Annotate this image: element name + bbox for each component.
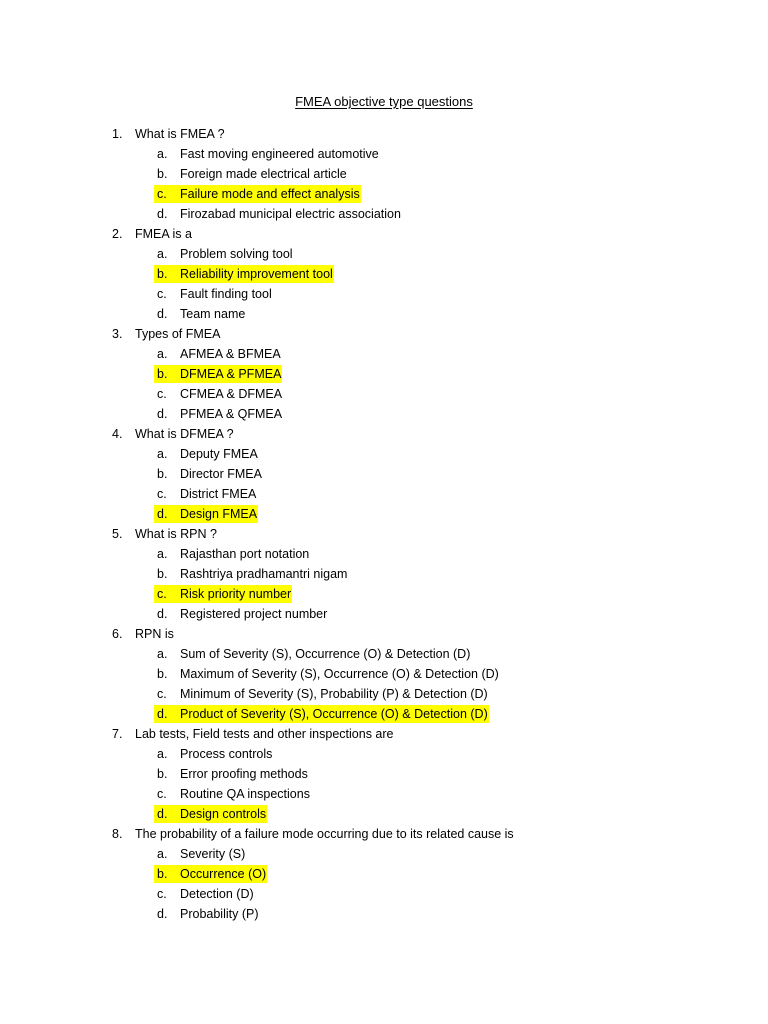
- option-item: [0, 504, 768, 524]
- option-letter: c.: [157, 787, 167, 801]
- option-text: Fault finding tool: [180, 287, 272, 301]
- option-item: [0, 584, 768, 604]
- option-letter: d.: [157, 507, 168, 521]
- question-text: What is FMEA ?: [135, 127, 225, 141]
- option-text: Minimum of Severity (S), Probability (P) & Detection (D): [180, 687, 488, 701]
- option-letter: c.: [157, 387, 167, 401]
- option-item: [0, 464, 768, 484]
- question-item: [0, 424, 768, 524]
- option-letter: c.: [157, 887, 167, 901]
- question-item: [0, 624, 768, 724]
- question-item: [0, 824, 768, 924]
- option-text: Director FMEA: [180, 467, 262, 481]
- option-letter: c.: [157, 687, 167, 701]
- option-item: [0, 244, 768, 264]
- option-item: [0, 644, 768, 664]
- option-text: Deputy FMEA: [180, 447, 258, 461]
- question-text: What is DFMEA ?: [135, 427, 234, 441]
- option-item: [0, 204, 768, 224]
- question-number: 8.: [112, 827, 123, 841]
- option-item: [0, 344, 768, 364]
- option-text: Team name: [180, 307, 246, 321]
- option-list: [0, 444, 768, 524]
- option-letter: a.: [157, 247, 168, 261]
- question-item: [0, 124, 768, 224]
- question-line: [0, 624, 768, 644]
- option-letter: c.: [157, 187, 167, 201]
- option-item: [0, 864, 768, 884]
- option-list: [0, 344, 768, 424]
- option-text: Reliability improvement tool: [180, 267, 333, 281]
- option-letter: d.: [157, 707, 168, 721]
- document-title: FMEA objective type questions: [295, 94, 473, 109]
- option-text: Fast moving engineered automotive: [180, 147, 379, 161]
- option-text: Foreign made electrical article: [180, 167, 347, 181]
- question-number: 3.: [112, 327, 123, 341]
- question-line: [0, 424, 768, 444]
- option-item: [0, 804, 768, 824]
- option-letter: d.: [157, 907, 168, 921]
- question-text: RPN is: [135, 627, 174, 641]
- option-text: AFMEA & BFMEA: [180, 347, 281, 361]
- option-item: [0, 664, 768, 684]
- question-item: [0, 224, 768, 324]
- option-item: [0, 564, 768, 584]
- question-list: [0, 124, 768, 924]
- question-line: [0, 824, 768, 844]
- option-text: Design controls: [180, 807, 267, 821]
- question-text: Types of FMEA: [135, 327, 221, 341]
- option-list: [0, 544, 768, 624]
- option-letter: b.: [157, 767, 168, 781]
- option-letter: d.: [157, 307, 168, 321]
- option-text: Firozabad municipal electric association: [180, 207, 401, 221]
- option-letter: a.: [157, 147, 168, 161]
- option-letter: b.: [157, 367, 168, 381]
- option-letter: a.: [157, 347, 168, 361]
- question-text: Lab tests, Field tests and other inspections are: [135, 727, 394, 741]
- option-item: [0, 144, 768, 164]
- option-item: [0, 384, 768, 404]
- option-letter: d.: [157, 807, 168, 821]
- option-text: Rashtriya pradhamantri nigam: [180, 567, 348, 581]
- option-letter: b.: [157, 567, 168, 581]
- option-item: [0, 264, 768, 284]
- option-text: DFMEA & PFMEA: [180, 367, 282, 381]
- option-text: Process controls: [180, 747, 273, 761]
- question-text: The probability of a failure mode occurring due to its related cause is: [135, 827, 514, 841]
- option-item: [0, 844, 768, 864]
- option-letter: c.: [157, 587, 167, 601]
- question-text: FMEA is a: [135, 227, 192, 241]
- option-list: [0, 144, 768, 224]
- question-number: 4.: [112, 427, 123, 441]
- option-text: Sum of Severity (S), Occurrence (O) & Detection (D): [180, 647, 471, 661]
- option-list: [0, 244, 768, 324]
- option-item: [0, 544, 768, 564]
- option-text: Rajasthan port notation: [180, 547, 310, 561]
- option-list: [0, 644, 768, 724]
- option-text: Design FMEA: [180, 507, 258, 521]
- option-text: Severity (S): [180, 847, 246, 861]
- option-letter: d.: [157, 607, 168, 621]
- option-text: District FMEA: [180, 487, 257, 501]
- option-letter: a.: [157, 747, 168, 761]
- option-text: Risk priority number: [180, 587, 292, 601]
- option-list: [0, 744, 768, 824]
- option-text: CFMEA & DFMEA: [180, 387, 283, 401]
- option-item: [0, 784, 768, 804]
- option-list: [0, 844, 768, 924]
- question-item: [0, 324, 768, 424]
- question-item: [0, 524, 768, 624]
- option-item: [0, 764, 768, 784]
- option-item: [0, 604, 768, 624]
- question-line: [0, 524, 768, 544]
- question-line: [0, 724, 768, 744]
- option-item: [0, 184, 768, 204]
- option-item: [0, 164, 768, 184]
- option-letter: a.: [157, 447, 168, 461]
- option-item: [0, 904, 768, 924]
- option-text: Product of Severity (S), Occurrence (O) & Detection (D): [180, 707, 488, 721]
- option-letter: b.: [157, 267, 168, 281]
- question-line: [0, 224, 768, 244]
- option-letter: b.: [157, 667, 168, 681]
- option-item: [0, 884, 768, 904]
- question-text: What is RPN ?: [135, 527, 217, 541]
- option-text: Detection (D): [180, 887, 254, 901]
- option-letter: a.: [157, 647, 168, 661]
- question-line: [0, 124, 768, 144]
- option-item: [0, 284, 768, 304]
- option-letter: c.: [157, 487, 167, 501]
- question-number: 5.: [112, 527, 123, 541]
- option-letter: b.: [157, 167, 168, 181]
- option-letter: b.: [157, 867, 168, 881]
- option-text: Probability (P): [180, 907, 259, 921]
- option-item: [0, 684, 768, 704]
- option-text: Registered project number: [180, 607, 328, 621]
- option-text: Error proofing methods: [180, 767, 308, 781]
- question-number: 6.: [112, 627, 123, 641]
- option-letter: c.: [157, 287, 167, 301]
- option-text: Occurrence (O): [180, 867, 267, 881]
- option-text: PFMEA & QFMEA: [180, 407, 283, 421]
- option-text: Problem solving tool: [180, 247, 293, 261]
- option-item: [0, 364, 768, 384]
- option-letter: d.: [157, 407, 168, 421]
- question-item: [0, 724, 768, 824]
- option-item: [0, 444, 768, 464]
- option-text: Failure mode and effect analysis: [180, 187, 360, 201]
- question-line: [0, 324, 768, 344]
- option-text: Maximum of Severity (S), Occurrence (O) & Detection (D): [180, 667, 499, 681]
- option-letter: d.: [157, 207, 168, 221]
- option-item: [0, 704, 768, 724]
- option-item: [0, 484, 768, 504]
- question-number: 7.: [112, 727, 123, 741]
- option-item: [0, 744, 768, 764]
- option-letter: a.: [157, 547, 168, 561]
- option-text: Routine QA inspections: [180, 787, 310, 801]
- option-item: [0, 304, 768, 324]
- option-letter: b.: [157, 467, 168, 481]
- question-number: 2.: [112, 227, 123, 241]
- option-letter: a.: [157, 847, 168, 861]
- option-item: [0, 404, 768, 424]
- question-number: 1.: [112, 127, 123, 141]
